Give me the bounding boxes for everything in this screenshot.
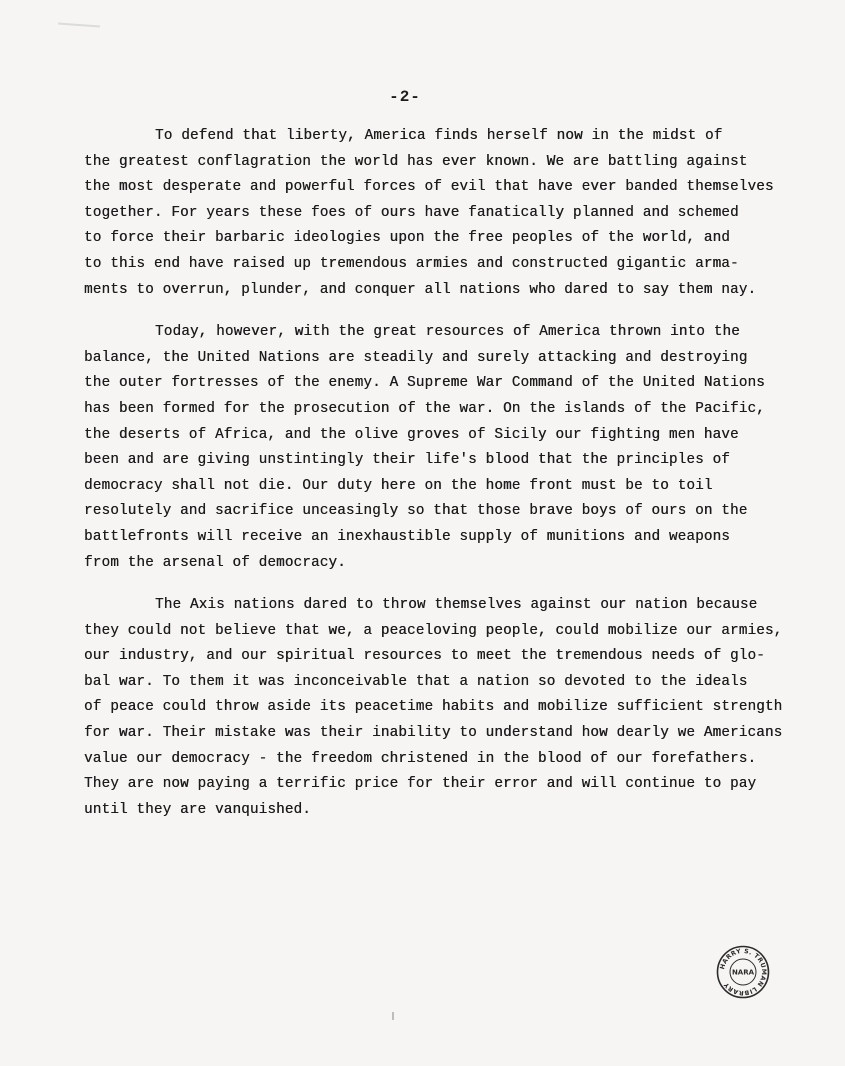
document-body <box>84 124 783 840</box>
text-line: our industry, and our spiritual resources to meet the tremendous needs of glo- <box>84 648 765 665</box>
text-line: has been formed for the prosecution of the war. On the islands of the Pacific, <box>84 400 765 417</box>
text-line: The Axis nations dared to throw themselves against our nation because <box>155 597 758 614</box>
text-line: democracy shall not die. Our duty here on the home front must be to toil <box>84 477 713 494</box>
text-line: the most desperate and powerful forces of evil that have ever banded themselves <box>84 179 774 196</box>
text-line: the outer fortresses of the enemy. A Supreme War Command of the United Nations <box>84 375 765 392</box>
text-line: until they are vanquished. <box>84 801 311 818</box>
seal-center-text: NARA <box>731 968 755 977</box>
text-line: the greatest conflagration the world has ever known. We are battling against <box>84 153 748 170</box>
text-line: To defend that liberty, America finds herself now in the midst of <box>155 128 723 144</box>
text-line: bal war. To them it was inconceivable that a nation so devoted to the ideals <box>84 673 748 690</box>
text-line: value our democracy - the freedom christened in the blood of our forefathers. <box>84 750 757 767</box>
page-number: -2- <box>389 88 421 106</box>
text-line: been and are giving unstintingly their life's blood that the principles of <box>84 452 730 469</box>
text-line: resolutely and sacrifice unceasingly so that those brave boys of ours on the <box>84 503 748 520</box>
text-line: They are now paying a terrific price for their error and will continue to pay <box>84 776 757 793</box>
text-line: to this end have raised up tremendous armies and constructed gigantic arma- <box>84 255 739 272</box>
text-line: ments to overrun, plunder, and conquer all nations who dared to say them nay. <box>84 281 757 298</box>
text-line: of peace could throw aside its peacetime habits and mobilize sufficient strength <box>84 699 783 716</box>
text-line: to force their barbaric ideologies upon the free peoples of the world, and <box>84 230 730 247</box>
text-line: for war. Their mistake was their inability to understand how dearly we Americans <box>84 725 783 742</box>
text-line: they could not believe that we, a peaceloving people, could mobilize our armies, <box>84 622 783 639</box>
paragraph-2 <box>84 320 764 576</box>
paragraph-3 <box>84 593 783 823</box>
text-line: battlefronts will receive an inexhaustible supply of munitions and weapons <box>84 528 730 545</box>
seal-ring-text: HARRY S. TRUMAN LIBRARY <box>719 947 768 997</box>
page-edge-mark <box>58 23 100 28</box>
library-seal-stamp <box>716 945 770 999</box>
text-line: balance, the United Nations are steadily and surely attacking and destroying <box>84 349 748 366</box>
paragraph-1 <box>84 124 774 303</box>
text-line: together. For years these foes of ours have fanatically planned and schemed <box>84 204 739 221</box>
page-foot-mark <box>392 1012 394 1020</box>
text-line: the deserts of Africa, and the olive groves of Sicily our fighting men have <box>84 426 739 443</box>
text-line: Today, however, with the great resources of America thrown into the <box>155 324 740 341</box>
text-line: from the arsenal of democracy. <box>84 554 346 571</box>
